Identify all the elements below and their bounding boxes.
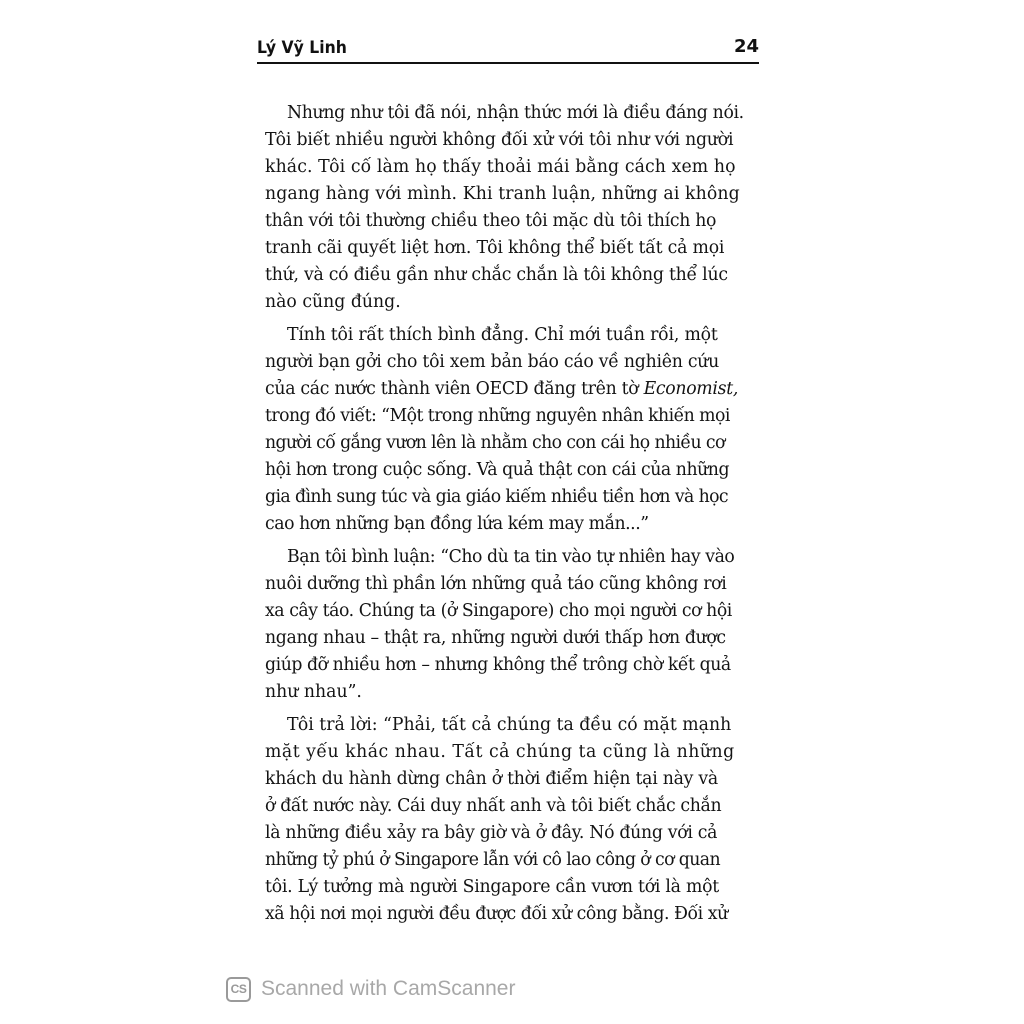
paragraph-2 — [265, 322, 755, 538]
text-line: thân với tôi thường chiều theo tôi mặc dù tôi thích họ — [265, 211, 717, 231]
paragraph-3 — [265, 544, 755, 706]
text-line: nào cũng đúng. — [265, 292, 401, 312]
text-line: Tôi trả lời: “Phải, tất cả chúng ta đều có mặt mạnh — [287, 715, 732, 735]
text-line: những tỷ phú ở Singapore lẫn với cô lao công ở cơ quan — [265, 850, 720, 870]
camscanner-logo-icon: CS — [226, 977, 251, 1002]
text-line: xa cây táo. Chúng ta (ở Singapore) cho mọi người cơ hội — [265, 601, 732, 621]
text-line: khách du hành dừng chân ở thời điểm hiện tại này và — [265, 769, 718, 789]
text-line: thứ, và có điều gần như chắc chắn là tôi không thể lúc — [265, 265, 728, 285]
text-line: Bạn tôi bình luận: “Cho dù ta tin vào tự nhiên hay vào — [287, 547, 735, 567]
camscanner-watermark — [226, 975, 515, 1003]
text-line: tôi. Lý tưởng mà người Singapore cần vươn tới là một — [265, 877, 719, 897]
text-line: xã hội nơi mọi người đều được đối xử công bằng. Đối xử — [265, 904, 728, 924]
text-line: mặt yếu khác nhau. Tất cả chúng ta cũng là những — [265, 742, 735, 762]
body-text — [265, 100, 755, 928]
text-line: cao hơn những bạn đồng lứa kém may mắn...” — [265, 514, 649, 534]
text-line: ngang nhau – thật ra, những người dưới thấp hơn được — [265, 628, 726, 648]
header-divider — [257, 62, 759, 64]
text-line: Nhưng như tôi đã nói, nhận thức mới là điều đáng nói. — [287, 103, 744, 123]
text-line: nuôi dưỡng thì phần lớn những quả táo cũng không rơi — [265, 574, 727, 594]
text-line: Tôi biết nhiều người không đối xử với tôi như với người — [265, 130, 734, 150]
paragraph-4 — [265, 712, 755, 928]
text-line — [265, 376, 755, 403]
watermark-text: Scanned with CamScanner — [261, 977, 516, 1000]
publication-title: Economist, — [643, 379, 739, 399]
author-name: Lý Vỹ Linh — [257, 38, 347, 58]
page-number: 24 — [733, 36, 759, 57]
text-line: người bạn gởi cho tôi xem bản báo cáo về nghiên cứu — [265, 352, 720, 372]
text-line: là những điều xảy ra bây giờ và ở đây. Nó đúng với cả — [265, 823, 718, 843]
text-line-part: của các nước thành viên OECD đăng trên tờ — [265, 379, 644, 399]
text-line: trong đó viết: “Một trong những nguyên nhân khiến mọi — [265, 406, 730, 426]
text-line: tranh cãi quyết liệt hơn. Tôi không thể biết tất cả mọi — [265, 238, 725, 258]
text-line: người cố gắng vươn lên là nhằm cho con cái họ nhiều cơ — [265, 433, 725, 453]
text-line: gia đình sung túc và gia giáo kiếm nhiều tiền hơn và học — [265, 487, 729, 507]
text-line: Tính tôi rất thích bình đẳng. Chỉ mới tuần rồi, một — [287, 325, 718, 345]
text-line: giúp đỡ nhiều hơn – nhưng không thể trông chờ kết quả — [265, 655, 731, 675]
text-line: ở đất nước này. Cái duy nhất anh và tôi biết chắc chắn — [265, 796, 722, 816]
text-line: khác. Tôi cố làm họ thấy thoải mái bằng cách xem họ — [265, 157, 736, 177]
text-line: ngang hàng với mình. Khi tranh luận, những ai không — [265, 184, 740, 204]
running-header — [257, 36, 759, 62]
text-line: hội hơn trong cuộc sống. Và quả thật con cái của những — [265, 460, 730, 480]
paragraph-1 — [265, 100, 755, 316]
text-line: như nhau”. — [265, 682, 362, 702]
